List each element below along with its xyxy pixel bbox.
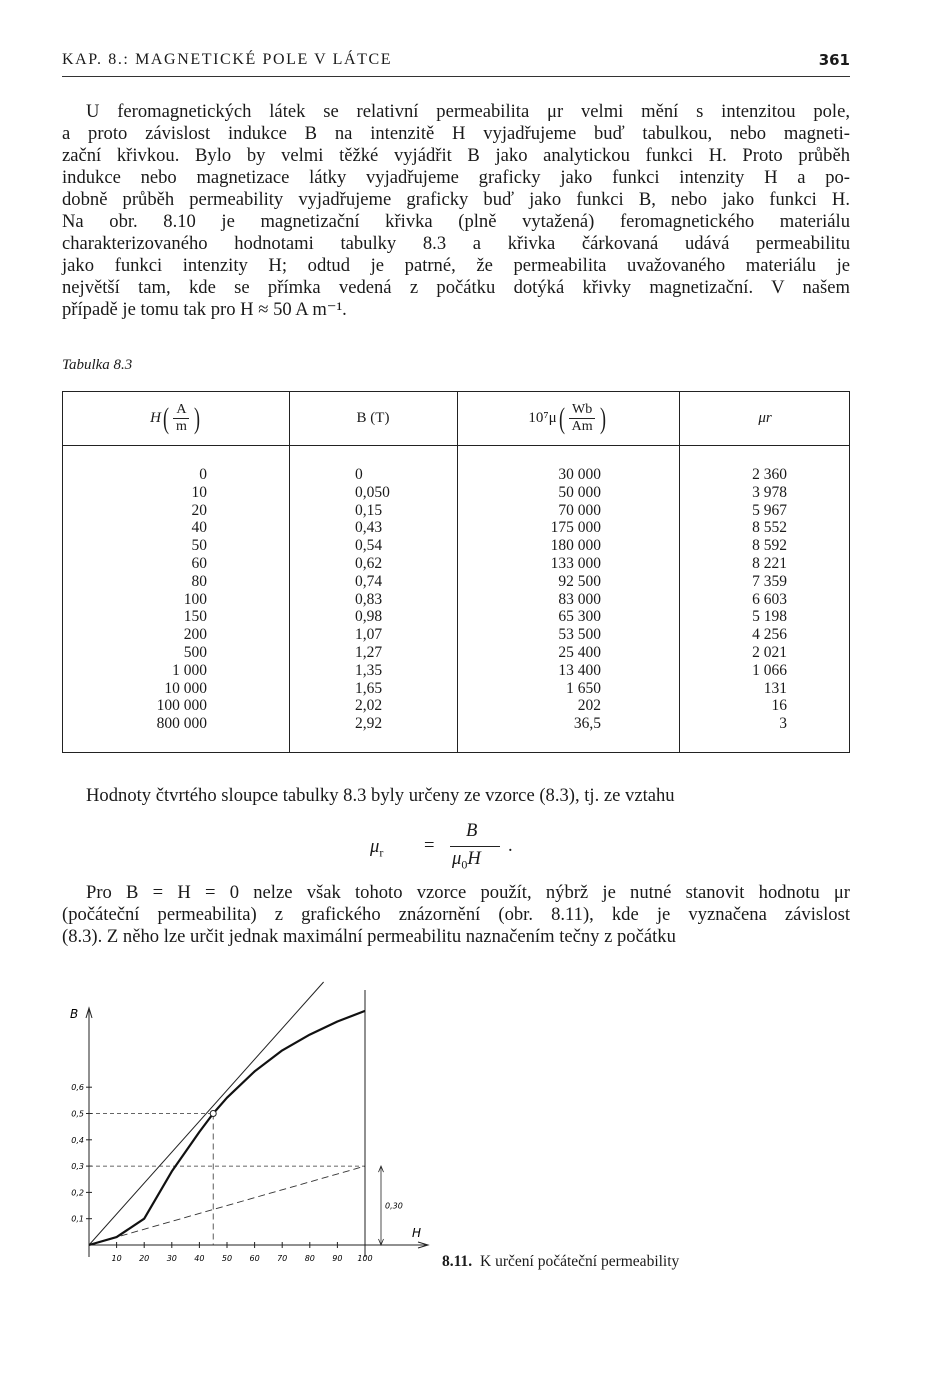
table-cell: 1 650 [566, 679, 601, 697]
table-cell: 3 978 [752, 483, 787, 501]
table-cell: 20 [191, 501, 207, 519]
table-cell: 100 [183, 590, 207, 608]
column-B-values [355, 466, 475, 733]
table-cell: 0,83 [355, 590, 383, 608]
table-cell: 70 000 [558, 501, 601, 519]
table-cell: 36,5 [573, 715, 601, 733]
header-rule [62, 76, 850, 77]
table-cell: 1,07 [355, 626, 383, 644]
unit-numerator: Wb [569, 402, 595, 419]
formula-relative-permeability [368, 820, 538, 872]
table-cell: 60 [191, 554, 207, 572]
table-cell: 5 198 [752, 608, 787, 626]
table-cell: 7 359 [752, 572, 787, 590]
x-tick-label: 30 [166, 1254, 177, 1263]
table-cell: 80 [191, 572, 207, 590]
column-mur-values [683, 466, 787, 733]
table-cell: 180 000 [550, 537, 601, 555]
table-cell: 65 300 [558, 608, 601, 626]
table-cell: 0,43 [355, 519, 383, 537]
table-cell: 133 000 [550, 554, 601, 572]
figure-caption [442, 1253, 679, 1271]
table-cell: 0,62 [355, 554, 383, 572]
running-head [62, 51, 850, 73]
y-tick-label: 0,2 [71, 1188, 84, 1198]
header-B [289, 392, 457, 445]
text-line: dobně průběh permeability vyjadřujeme graficky buď jako funkci B, nebo jako funkci H. [62, 189, 850, 210]
table-cell: 13 400 [558, 661, 601, 679]
x-tick-label: 100 [357, 1254, 373, 1263]
page-number: 361 [818, 51, 850, 69]
y-tick-label: 0,5 [71, 1109, 84, 1119]
figure-caption-number: 8.11. [442, 1253, 473, 1270]
table-cell: 1,27 [355, 643, 383, 661]
header-H-unit [173, 402, 190, 435]
table-cell: 2,02 [355, 697, 383, 715]
x-tick-label: 90 [332, 1254, 343, 1263]
table-cell: 53 500 [558, 626, 601, 644]
unit-denominator: Am [571, 419, 593, 434]
unit-numerator: A [173, 402, 189, 419]
text-line: jako funkci intenzity H; odtud je patrné, že permeabilita uvažovaného materiálu je [62, 255, 850, 276]
table-cell: 800 000 [156, 715, 207, 733]
initial-permeability-line [89, 1166, 365, 1245]
table-cell: 202 [577, 697, 601, 715]
table-header-divider [63, 445, 849, 446]
formula-equals: = [424, 835, 435, 856]
formula-lhs: $\mu_r$ [370, 836, 384, 860]
x-tick-label: 70 [277, 1254, 288, 1263]
table-column-divider [679, 392, 680, 752]
header-mu: 10⁷μ ( $\frac{Wb}{Am}$ ) [528, 401, 606, 435]
x-tick-label: 60 [249, 1254, 260, 1263]
table-cell: 175 000 [550, 519, 601, 537]
table-cell: 150 [183, 608, 207, 626]
table-cell: 6 603 [752, 590, 787, 608]
table-cell: 16 [771, 697, 787, 715]
table-cell: 131 [763, 679, 787, 697]
text-line: Hodnoty čtvrtého sloupce tabulky 8.3 byly určeny ze vzorce (8.3), tj. ze vztahu [86, 785, 675, 806]
text-line: případě je tomu tak pro H ≈ 50 A m⁻¹. [62, 299, 347, 320]
x-tick-label: 50 [221, 1254, 233, 1263]
y-tick-label: 0,4 [71, 1135, 84, 1145]
formula-denominator: $\mu_0H$ [452, 848, 481, 872]
header-B-label: B (T) [356, 410, 390, 426]
figure-8-11 [60, 980, 440, 1280]
y-tick-label: 0,3 [71, 1162, 84, 1172]
x-tick-label: 20 [139, 1254, 150, 1263]
table-cell: 1 000 [172, 661, 207, 679]
unit-denominator: m [175, 419, 187, 434]
table-cell: 8 221 [752, 554, 787, 572]
table-cell: 40 [191, 519, 207, 537]
x-tick-label: 10 [111, 1254, 122, 1263]
header-H-symbol: H [150, 410, 161, 426]
table-8-3 [62, 391, 850, 753]
table-cell: 10 000 [164, 679, 207, 697]
table-cell: 2 021 [752, 643, 787, 661]
x-tick-label: 40 [194, 1254, 205, 1263]
table-cell: 100 000 [156, 697, 207, 715]
paragraph-fourth-column [62, 785, 850, 807]
magnetization-curve [89, 1011, 365, 1245]
table-cell: 1,65 [355, 679, 383, 697]
table-cell: 83 000 [558, 590, 601, 608]
table-cell: 4 256 [752, 626, 787, 644]
text-line: charakterizovaného hodnotami tabulky 8.3 a křivka čárkovaná udává permeabilitu [62, 233, 850, 254]
text-line: (počáteční permeabilita) z grafického znázornění (obr. 8.11), kde je vyznačena závislost [62, 904, 850, 925]
text-line: největší tam, kde se přímka vedená z počátku dotýká křivky magnetizační. V našem [62, 277, 850, 298]
header-mu-label: 10⁷μ [528, 410, 557, 426]
table-cell: 10 [191, 483, 207, 501]
header-mu-unit [569, 402, 596, 435]
table-cell: 0,54 [355, 537, 383, 555]
paragraph-initial-permeability [62, 882, 850, 948]
y-tick-label: 0,1 [71, 1214, 84, 1224]
x-axis-label: H [412, 1226, 422, 1240]
table-cell: 0,74 [355, 572, 383, 590]
table-cell: 0,050 [355, 483, 390, 501]
table-cell: 2,92 [355, 715, 383, 733]
table-cell: 50 000 [558, 483, 601, 501]
y-axis-label: B [70, 1007, 79, 1021]
table-cell: 8 552 [752, 519, 787, 537]
table-cell: 1,35 [355, 661, 383, 679]
formula-numerator: B [466, 820, 478, 841]
header-mur-label: μr [758, 410, 772, 426]
x-tick-label: 80 [304, 1254, 315, 1263]
table-column-divider [289, 392, 290, 752]
table-cell: 200 [183, 626, 207, 644]
chapter-title: KAP. 8.: MAGNETICKÉ POLE V LÁTCE [62, 51, 393, 68]
table-cell: 0,15 [355, 501, 383, 519]
header-mur [679, 392, 851, 445]
paragraph-permeability-intro [62, 101, 850, 321]
tangent-point-marker [210, 1111, 216, 1117]
text-line: Na obr. 8.10 je magnetizační křivka (plně vytažená) feromagnetického materiálu [62, 211, 850, 232]
y-tick-label: 0,6 [71, 1083, 84, 1093]
column-H-values [63, 466, 207, 733]
formula-period: . [508, 835, 513, 856]
table-cell: 0 [199, 466, 207, 483]
table-caption: Tabulka 8.3 [62, 357, 133, 373]
table-cell: 30 000 [558, 466, 601, 483]
column-mu-values [483, 466, 601, 733]
table-cell: 2 360 [752, 466, 787, 483]
text-line: indukce nebo magnetizace látky vyjadřujeme graficky jako funkci intenzity H a po- [62, 167, 850, 188]
table-cell: 8 592 [752, 537, 787, 555]
text-line: Pro B = H = 0 nelze však tohoto vzorce použít, nýbrž je nutné stanovit hodnotu μr [86, 882, 850, 903]
table-cell: 500 [183, 643, 207, 661]
table-cell: 50 [191, 537, 207, 555]
table-cell: 1 066 [752, 661, 787, 679]
fraction-bar [450, 846, 500, 847]
text-line: (8.3). Z něho lze určit jednak maximální permeabilitu naznačením tečny z počátku [62, 926, 676, 947]
table-cell: 0 [355, 466, 363, 483]
text-line: zační křivkou. Bylo by velmi těžké vyjádřit B jako analytickou funkci H. Proto průběh [62, 145, 850, 166]
table-cell: 0,98 [355, 608, 383, 626]
table-cell: 25 400 [558, 643, 601, 661]
magnetization-chart [60, 980, 440, 1280]
text-line: a proto závislost indukce B na intenzitě H vyjadřujeme buď tabulkou, nebo magneti- [62, 123, 850, 144]
figure-caption-text: K určení počáteční permeability [480, 1253, 680, 1270]
table-cell: 3 [779, 715, 787, 733]
annotation-label: 0,30 [385, 1201, 403, 1211]
table-cell: 5 967 [752, 501, 787, 519]
text-line: U feromagnetických látek se relativní permeabilita μr velmi mění s intenzitou pole, [86, 101, 850, 122]
table-cell: 92 500 [558, 572, 601, 590]
header-H: H ( $\frac{A}{m}$ ) [150, 401, 200, 435]
